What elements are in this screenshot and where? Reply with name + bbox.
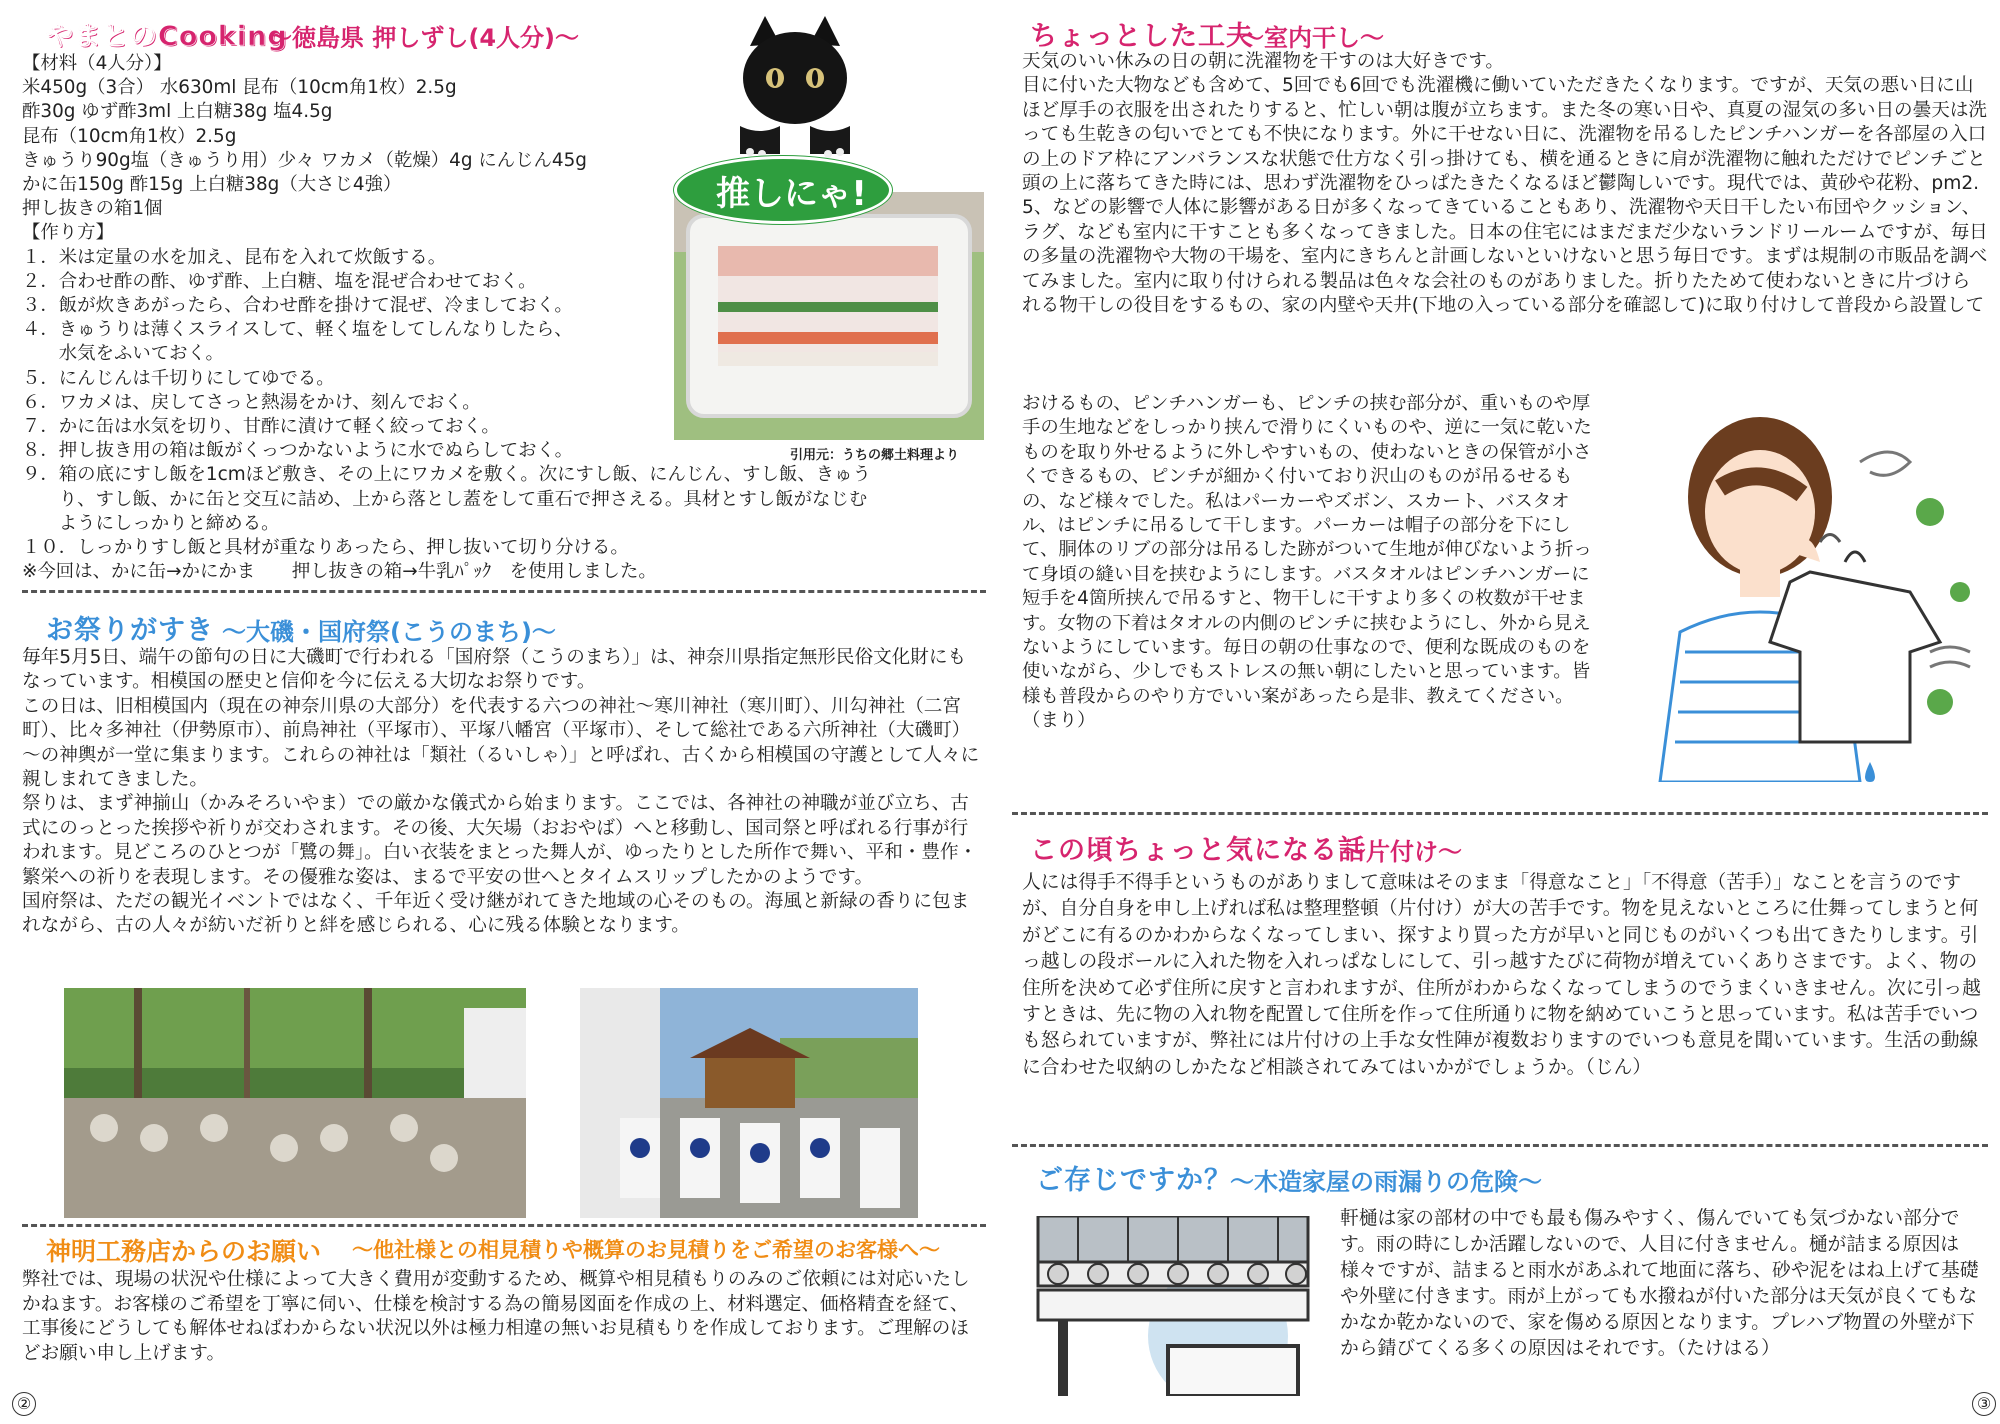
festival-subtitle: ～大磯・国府祭(こうのまち)～ xyxy=(222,618,556,646)
laundry-title: ちょっとした工夫 xyxy=(1030,21,1254,52)
divider xyxy=(22,590,986,593)
page-number-right: ③ xyxy=(1972,1392,1996,1416)
black-cat-illustration xyxy=(720,16,870,166)
festival-title: お祭りがすき xyxy=(46,615,214,646)
sushi-photo xyxy=(674,192,984,440)
laundry-body-top: 天気のいい休みの日の朝に洗濯物を干すのは大好きです。 目に付いた大物なども含めて、5回でも6回でも洗濯機に働いていただきたくなります。ですが、天気の悪い日に山ほど厚手の衣服を出されたりすると、忙しい朝は腹が立ちます。また冬の寒い日や、真夏の湿気の多い日の曇天は洗っても生乾きの匂いでとても不快になります。外に干せない日に、洗濯物を吊るしたピンチハンガーを各部屋の入口の上のドア枠にアンバランスな状態で仕方なく引っ掛けても、横を通るときに肩が洗濯物に触れただけでピンチごと頭の上に落ちてきた時には、思わず洗濯物をひっぱたきたくなるほど鬱陶しいです。現代では、黄砂や花粉、pm2.5、などの影響で人体に影響がある日が多くなってきていることもあり、洗濯物や天日干したい布団やクッション、ラグ、なども室内に干すことも多くなってきました。日本の住宅にはまだまだ少ないランドリールームですが、毎日の多量の洗濯物や大物の干場を、室内にきちんと計画しないといけないと思う毎日です。まずは規制の市販品を調べてみました。室内に取り付けられる製品は色々な会社のものがありました。折りたためて使わないときに片づけられる物干しの役目をするもの、家の内壁や天井(下地の入っている部分を確認して)に取り付けして普段から設置して xyxy=(1022,51,1988,317)
request-body: 弊社では、現場の状況や仕様によって大きく費用が変動するため、概算や相見積もりのみのご依頼には対応いたしかねます。お客様のご希望を丁寧に伺い、仕様を検討する為の簡易図面を作成の上、材料選定、価格精査を経て、工事後にどうしても解体せねばわからない状況以外は極力相違の無いお見積もりを作成しております。ご理解のほどお願い申し上げます。 xyxy=(22,1269,970,1364)
request-title: 神明工務店からのお願い xyxy=(46,1237,322,1266)
roof-body: 軒樋は家の部材の中でも最も傷みやすく、傷んでいても気づかない部分です。雨の時にしか活躍しないので、人目に付きません。樋が詰まる原因は様々ですが、詰まると雨水があふれて地面に落ち、砂や泥をはね上げて基礎や外壁に付きます。雨が上がっても水撥ねが付いた部分は天気が良くてもなかなか乾かないので、家を傷める原因となります。プレハブ物置の外壁が下から錆びてくる多くの原因はそれです。（たけはる） xyxy=(1340,1208,1979,1359)
cooking-subtitle: ～徳島県 押しずし(4人分)～ xyxy=(268,24,579,52)
roof-title: ご存じですか？ xyxy=(1036,1165,1232,1196)
tidy-body: 人には得手不得手というものがありまして意味はそのまま「得意なこと」「不得意（苦手）」なことを言うのですが、自分自身を申し上げれば私は整理整頓（片付け）が大の苦手です。物を見えないところに仕舞ってしまうと何がどこに有るのかわからなくなってしまい、探すより買った方が早いと同じものがいくつも出てきたりします。引っ越しの段ボールに入れた物を入れっぱなしにして、引っ越すたびに荷物が増えていくありさまです。よく、物の住所を決めて必ず住所に戻すと言われますが、住所がわからなくなってしまうのでうまくいきません。次に引っ越すときは、先に物の入れ物を配置して住所を作って住所通りに物を納めていこうと思っています。私は苦手でいつも怒られていますが、弊社には片付けの上手な女性陣が複数おりますのでいつも意見を聞いています。生活の動線に合わせた収納のしかたなど相談されてみてはいかがでしょうか。（じん） xyxy=(1022,872,1981,1078)
woman-laundry-illustration xyxy=(1640,402,1986,782)
oshinya-badge-text: 推しにゃ! xyxy=(716,174,867,214)
divider xyxy=(22,1224,986,1227)
festival-photo-mikoshi xyxy=(580,988,918,1218)
laundry-subtitle: ～室内干し～ xyxy=(1240,24,1384,52)
request-subtitle: ～他社様との相見積りや概算のお見積りをご希望のお客様へ～ xyxy=(352,1238,940,1262)
cooking-title: やまとのCooking xyxy=(46,21,288,52)
page-number-left: ② xyxy=(12,1392,36,1416)
tidy-title: この頃ちょっと気になる話 xyxy=(1030,835,1366,866)
divider xyxy=(1012,812,1988,815)
laundry-body-bottom: おけるもの、ピンチハンガーも、ピンチの挟む部分が、重いものや厚手の生地などをしっかり挟んで滑りにくいものや、逆に一気に乾いたものを取り外せるように外しやすいもの、使わないときの保管が小さくできるもの、ピンチが細かく付いており沢山のものが吊るせるもの、など様々でした。私はパーカーやズボン、スカート、バスタオル、はピンチに吊るして干します。パーカーは帽子の部分を下にして、胴体のリブの部分は吊るした跡がついて生地が伸びないよう折って身頃の縫い目を挟むようにします。バスタオルはピンチハンガーに短手を4箇所挟んで吊るすと、物干しに干すより多くの枚数が干せます。女物の下着はタオルの内側のピンチに挟むようにし、外から見えないようにしています。毎日の朝の仕事なので、便利な既成のものを使いながら、少しでもストレスの無い朝にしたいと思っています。皆様も普段からのやり方でいい案があったら是非、教えてください。（まり） xyxy=(1022,393,1592,732)
festival-body: 毎年5月5日、端午の節句の日に大磯町で行われる「国府祭（こうのまち）」は、神奈川県指定無形民俗文化財にもなっています。相模国の歴史と信仰を今に伝える大切なお祭りです。 この日は、旧相模国内（現在の神奈川県の大部分）を代表する六つの神社～寒川神社（寒川町）、川勾神社（二宮町）、比々多神社（伊勢原市）、前鳥神社（平塚市）、平塚八幡宮（平塚市）、そして総社である六所神社（大磯町）～の神輿が一堂に集まります。これらの神社は「類社（るいしゃ）」と呼ばれ、古くから相模国の守護として人々に親しまれてきました。 祭りは、まず神揃山（かみそろいやま）での厳かな儀式から始まります。ここでは、各神社の神職が並び立ち、古式にのっとった挨拶や祈りが交わされます。その後、大矢場（おおやば）へと移動し、国司祭と呼ばれる行事が行われます。見どころのひとつが「鷺の舞」。白い衣装をまとった舞人が、ゆったりとした所作で舞い、平和・豊作・繁栄への祈りを表現します。その優雅な姿は、まるで平安の世へとタイムスリップしたかのようです。 国府祭は、ただの観光イベントではなく、千年近く受け継がれてきた地域の心そのもの。海風と新緑の香りに包まれながら、古の人々が紡いだ祈りと絆を感じられる、心に残る体験となります。 xyxy=(22,647,980,937)
gutter-illustration xyxy=(1028,1216,1318,1396)
tidy-subtitle: ～片付け～ xyxy=(1342,838,1462,866)
roof-subtitle: ～木造家屋の雨漏りの危険～ xyxy=(1230,1168,1542,1196)
divider xyxy=(1012,1144,1988,1147)
festival-photo-ceremony xyxy=(64,988,526,1218)
cooking-body: 【材料（4人分）】 米450g（3合） 水630ml 昆布（10cm角1枚）2.5g 酢30g ゆず酢3ml 上白糖38g 塩4.5g 昆布（10cm角1枚）2.5g きゅうり90g塩（きゅうり用）少々 ワカメ（乾燥）4g にんじん45g かに缶150g 酢15g 上白糖38g（大さじ4強） 押し抜きの箱1個 【作り方】 １．米は定量の水を加え、昆布を入れて炊飯する。 ２．合わせ酢の酢、ゆず酢、上白糖、塩を混ぜ合わせておく。 ３．飯が炊きあがったら、合わせ酢を掛けて混ぜ、冷ましておく。 ４．きゅうりは薄くスライスして、軽く塩をしてしんなりしたら、 水気をふいておく。 ５．にんじんは千切りにしてゆでる。 ６．ワカメは、戻してさっと熱湯をかけ、刻んでおく。 ７．かに缶は水気を切り、甘酢に漬けて軽く絞っておく。 ８．押し抜き用の箱は飯がくっつかないように水でぬらしておく。 ９．箱の底にすし飯を1cmほど敷き、その上にワカメを敷く。次にすし飯、にんじん、すし飯、きゅう り、すし飯、かに缶と交互に詰め、上から落とし蓋をして重石で押さえる。具材とすし飯がなじむ ようにしっかりと締める。 １０．しっかりすし飯と具材が重なりあったら、押し抜いて切り分ける。 ※今回は、かに缶→かにかま 押し抜きの箱→牛乳ﾊﾟｯｸ を使用しました。 xyxy=(22,53,871,582)
photo-credit: 引用元：うちの郷土料理より xyxy=(790,448,960,463)
